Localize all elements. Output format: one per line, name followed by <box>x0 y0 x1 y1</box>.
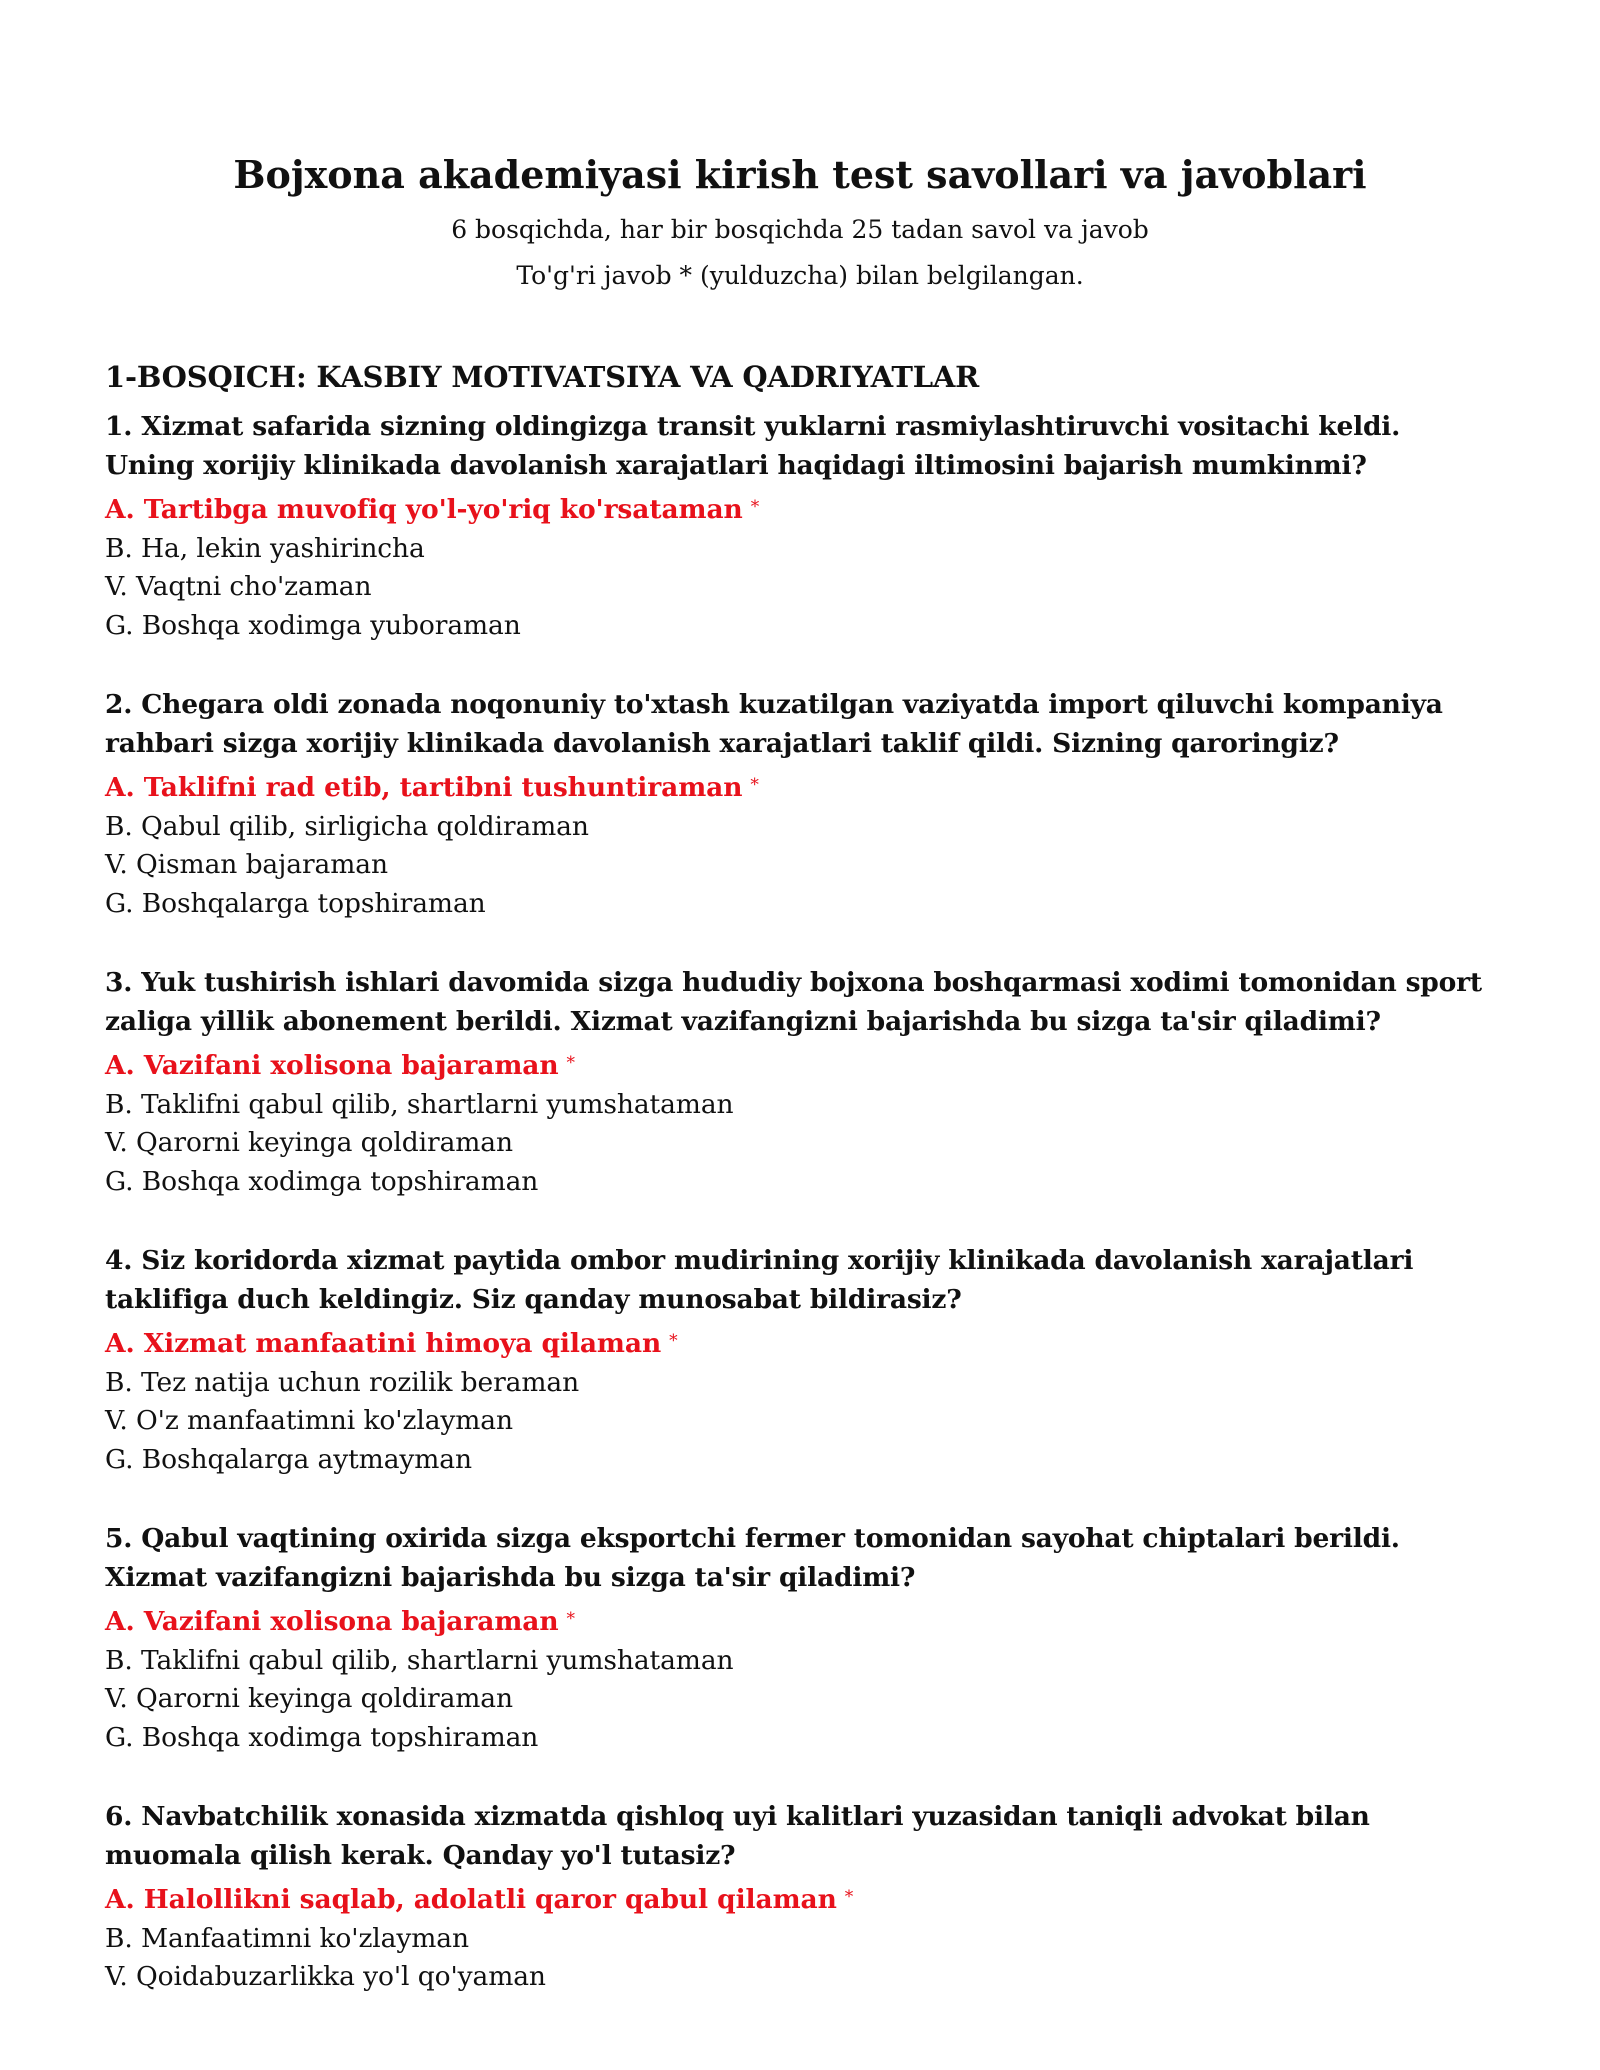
answer-option: V. Qoidabuzarlikka yo'l qo'yaman <box>105 1961 546 1992</box>
document-title: Bojxona akademiyasi kirish test savollari va javoblari <box>233 152 1367 197</box>
correct-answer-option <box>105 766 1495 808</box>
question-block <box>105 685 1495 923</box>
section-heading: 1-BOSQICH: KASBIY MOTIVATSIYA VA QADRIYATLAR <box>105 360 980 394</box>
question-text: 1. Xizmat safarida sizning oldingizga transit yuklarni rasmiylashtiruvchi vositachi keldi. Uning xorijiy klinikada davolanish xarajatlari haqidagi iltimosini bajarish mumkinmi? <box>105 411 1401 481</box>
question-text: 6. Navbatchilik xonasida xizmatda qishloq uyi kalitlari yuzasidan taniqli advokat bilan muomala qilish kerak. Qanday yo'l tutasiz? <box>105 1801 1370 1871</box>
correct-answer-option <box>105 1878 1495 1920</box>
answer-options <box>105 766 1495 923</box>
correct-answer-option <box>105 1044 1495 1086</box>
answer-option: B. Taklifni qabul qilib, shartlarni yumshataman <box>105 1088 734 1120</box>
question-text: 4. Siz koridorda xizmat paytida ombor mudirining xorijiy klinikada davolanish xarajatlari taklifiga duch keldingiz. Siz qanday munosabat bildirasiz? <box>105 1245 1414 1315</box>
answer-option: G. Boshqa xodimga topshiraman <box>105 1721 539 1753</box>
question-text: 2. Chegara oldi zonada noqonuniy to'xtash kuzatilgan vaziyatda import qiluvchi kompaniya rahbari sizga xorijiy klinikada davolanish xarajatlari taklif qildi. Sizning qaroringiz? <box>105 689 1443 759</box>
answer-option: B. Ha, lekin yashirincha <box>105 532 425 564</box>
answer-option: B. Taklifni qabul qilib, shartlarni yumshataman <box>105 1644 734 1676</box>
correct-answer-option <box>105 1322 1495 1364</box>
correct-answer-star: * <box>750 497 760 517</box>
answer-option: B. Manfaatimni ko'zlayman <box>105 1922 469 1954</box>
correct-answer-text: A. Tartibga muvofiq yo'l-yo'riq ko'rsataman <box>105 494 743 525</box>
answer-option: G. Boshqa xodimga topshiraman <box>105 1165 539 1197</box>
answer-options <box>105 1878 1495 1997</box>
correct-answer-star: * <box>566 1609 575 1629</box>
correct-answer-star: * <box>750 775 759 795</box>
question-list <box>105 407 1495 1997</box>
answer-options <box>105 1322 1495 1479</box>
answer-option: G. Boshqalarga aytmayman <box>105 1443 472 1475</box>
question-text: 3. Yuk tushirish ishlari davomida sizga hududiy bojxona boshqarmasi xodimi tomonidan sport zaliga yillik abonement berildi. Xizmat vazifangizni bajarishda bu sizga ta'sir qiladimi? <box>105 967 1482 1037</box>
correct-answer-star: * <box>566 1053 575 1073</box>
question-block <box>105 1797 1495 1997</box>
answer-key-note: To'g'ri javob * (yulduzcha) bilan belgilangan. <box>516 261 1084 290</box>
correct-answer-text: A. Taklifni rad etib, tartibni tushuntiraman <box>105 772 743 803</box>
answer-option: G. Boshqa xodimga yuboraman <box>105 609 521 641</box>
question-block <box>105 1519 1495 1757</box>
answer-option: V. O'z manfaatimni ko'zlayman <box>105 1405 513 1436</box>
question-block <box>105 407 1495 645</box>
answer-option: V. Vaqtni cho'zaman <box>105 571 372 602</box>
answer-options <box>105 488 1495 645</box>
correct-answer-option <box>105 488 1495 530</box>
answer-option: B. Tez natija uchun rozilik beraman <box>105 1366 580 1398</box>
answer-options <box>105 1044 1495 1201</box>
correct-answer-option <box>105 1600 1495 1642</box>
answer-option: V. Qarorni keyinga qoldiraman <box>105 1683 513 1714</box>
correct-answer-star: * <box>669 1331 678 1351</box>
correct-answer-star: * <box>844 1887 854 1907</box>
answer-options <box>105 1600 1495 1757</box>
question-text: 5. Qabul vaqtining oxirida sizga eksportchi fermer tomonidan sayohat chiptalari berildi. Xizmat vazifangizni bajarishda bu sizga ta'sir qiladimi? <box>105 1523 1400 1593</box>
question-block <box>105 963 1495 1201</box>
correct-answer-text: A. Vazifani xolisona bajaraman <box>105 1606 559 1637</box>
correct-answer-text: A. Halollikni saqlab, adolatli qaror qabul qilaman <box>105 1884 837 1915</box>
correct-answer-text: A. Vazifani xolisona bajaraman <box>105 1050 559 1081</box>
question-block <box>105 1241 1495 1479</box>
document-subtitle: 6 bosqichda, har bir bosqichda 25 tadan savol va javob <box>451 215 1149 244</box>
answer-option: V. Qarorni keyinga qoldiraman <box>105 1127 513 1158</box>
answer-option: B. Qabul qilib, sirligicha qoldiraman <box>105 810 589 842</box>
answer-option: G. Boshqalarga topshiraman <box>105 887 486 919</box>
correct-answer-text: A. Xizmat manfaatini himoya qilaman <box>105 1328 662 1359</box>
answer-option: V. Qisman bajaraman <box>105 849 388 880</box>
